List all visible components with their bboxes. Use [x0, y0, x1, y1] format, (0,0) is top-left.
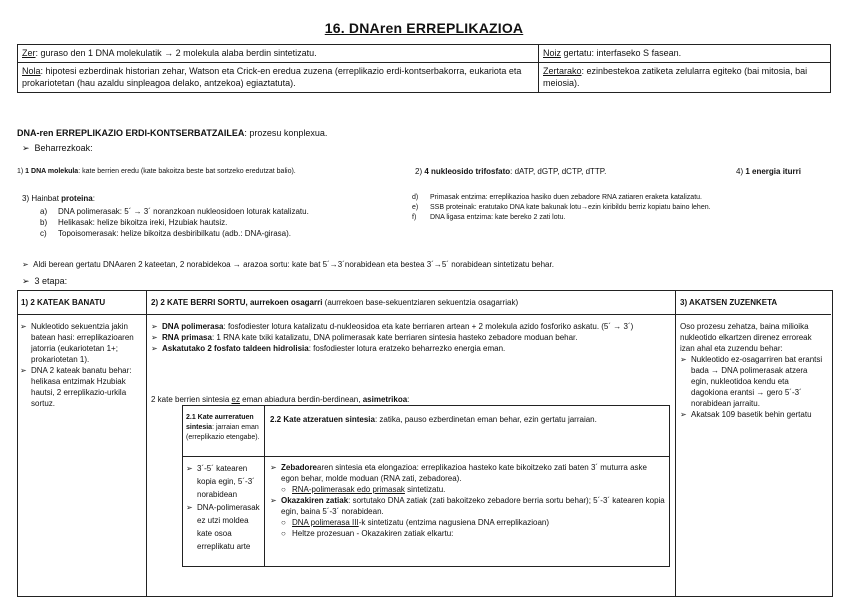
protein-text: DNA polimerasak: 5´ → 3´ noranzkoan nukleosidoen loturak katalizatu.: [58, 207, 309, 216]
req1-bold: 1 DNA molekula: [25, 168, 79, 175]
requirement-2: [415, 166, 606, 177]
sync-end: :: [407, 395, 410, 404]
sub-stage-2-2-content: [270, 462, 665, 539]
req1-num: 1): [17, 168, 26, 175]
list-item: ➢ DNA-polimerasak ez utzi moldea kate osoa erreplikatu arte: [186, 501, 262, 553]
item-rest: : 1 RNA kate txiki katalizatu, DNA polimerasak kate berriaren sintesia hasteko zebadore moduan behar.: [211, 333, 578, 342]
list-item: ➢ Akatsak 109 basetik behin gertatu: [680, 409, 827, 420]
req2-bold: 4 nukleosido trifosfato: [424, 167, 511, 176]
nola-label: Nola: [22, 65, 41, 76]
inner-row-divider: [182, 456, 669, 457]
s21-bold: 2.1 Kate aurreratuen sintesia: [186, 414, 254, 431]
stage-3-content: [680, 321, 827, 420]
list-item: [270, 462, 665, 495]
protein-item: [412, 213, 832, 223]
item-bold: DNA polimerasa: [162, 322, 224, 331]
list-item: ➢ Nukleotido ez-osagarriren bat erantsi bada → DNA polimerasak atzera egin, nukleotidoa kendu eta dagokiona erantsi → gero 5´-3´ norabidean jarraitu.: [680, 354, 827, 409]
req3-intro: 3) Hainbat: [22, 194, 62, 203]
oka-sub1-rest: -k sintetizatu (entzima nagusiena DNA erreplikazioan): [358, 518, 550, 527]
protein-letter: d): [412, 194, 419, 201]
protein-text: DNA ligasa entzima: kate bereko 2 zati lotu.: [430, 214, 566, 221]
protein-text: Topoisomerasak: helize bikoitza desbiribilkatu (adb.: DNA-girasa).: [58, 229, 291, 238]
stage-2-content: [151, 321, 671, 354]
noiz-text: gertatu: interfaseko S fasean.: [561, 48, 682, 58]
aldi-text: Aldi berean gertatu DNAaren 2 kateetan, 2 norabidekoa → arazoa sortu: kate bat 5´→3´norabidean eta bestea 3´→5´ norabidean sintetizatu behar.: [33, 260, 554, 269]
protein-letter: c): [40, 229, 47, 238]
oka-bold: Okazakiren zatiak: [281, 496, 349, 505]
sub-list-item: ○ Heltze prozesuan - Okazakiren zatiak elkartu:: [281, 528, 665, 539]
protein-item: [40, 206, 420, 217]
list-item: [151, 321, 671, 332]
protein-letter: f): [412, 214, 417, 221]
bullet-arrow-icon: ➢: [22, 276, 35, 286]
req1-rest: : kate berrien eredu (kate bakoitza beste bat sortzeko eredutzat balio).: [78, 168, 296, 175]
sub-stage-2-1-content: [186, 462, 262, 553]
item-rest: : fosfodiester lotura eratzeko beharrezko energia eman.: [308, 344, 506, 353]
req4-num: 4): [736, 167, 746, 176]
section-heading-rest: : prozesu konplexua.: [244, 128, 328, 138]
stage-2-header: [151, 297, 518, 308]
column-divider: [675, 290, 676, 596]
stage-1-content: [20, 321, 143, 409]
list-item: ➢ Nukleotido sekuentzia jakin batean hasi: erreplikazioaren jatorria (eukariotetan 1+; prokariotetan 1).: [20, 321, 143, 365]
list-item: [270, 495, 665, 539]
sub-list-item: [281, 484, 665, 495]
item-bold: RNA primasa: [162, 333, 212, 342]
zer-cell: [18, 45, 539, 63]
noiz-label: Noiz: [543, 48, 562, 58]
protein-letter: a): [40, 207, 48, 216]
s22-rest: : zatika, pauso ezberdinetan eman behar, ezin gertatu jarraian.: [374, 415, 597, 424]
zeb-sub-u: RNA-polimerasak edo primasak: [292, 485, 405, 494]
sub-stage-2-2-header: [270, 414, 665, 425]
zeb-rest: aren sintesia eta elongazioa: erreplikazioa hasteko kate bikoitzeko zati baten 3´ muturra aske egon behar, molde moduan (RNA zati, zebadorea).: [281, 463, 647, 483]
req3-colon: :: [92, 194, 95, 203]
sync-pre: 2 kate berrien sintesia: [151, 395, 232, 404]
section-heading-bold: DNA-ren ERREPLIKAZIO ERDI-KONTSERBATZAILEA: [17, 128, 245, 138]
zeb-sub-rest: sintetizatu.: [404, 485, 446, 494]
bullet-arrow-icon: ➢: [22, 143, 35, 153]
requirement-3: [22, 193, 95, 204]
stage-2-header-mid: , aurrekoen osagarri: [245, 298, 323, 307]
zeb-bold: Zebadore: [281, 463, 318, 472]
sub-stage-2-1-header: [186, 413, 262, 443]
req2-rest: : dATP, dGTP, dCTP, dTTP.: [510, 167, 607, 176]
requirement-4: [736, 166, 801, 177]
noiz-cell: [539, 45, 831, 63]
nola-cell: [18, 62, 539, 92]
stage-1-header: 1) 2 KATEAK BANATU: [21, 298, 106, 307]
zer-text: : guraso den 1 DNA molekulatik → 2 molekula alaba berdin sintetizatu.: [35, 48, 317, 58]
protein-item: [40, 228, 420, 239]
list-item: [151, 332, 671, 343]
zer-label: Zer: [22, 48, 36, 58]
s21-rest: : jarraian eman (erreplikazio etengabe).: [186, 424, 260, 441]
zertarako-cell: [539, 62, 831, 92]
etapa-line: [22, 275, 67, 287]
req4-bold: 1 energia iturri: [745, 167, 801, 176]
oka-rest: : sortutako DNA zatiak (zati bakoitzeko zebadore berria sortu behar); 5´-3´ katearen kopia egin, baina 5´-3´ norabidean.: [281, 496, 665, 516]
list-item: [151, 343, 671, 354]
bullet-arrow-icon: ➢: [22, 260, 34, 269]
sub-list-item: [281, 517, 665, 528]
stage-2-sync-line: [151, 394, 409, 405]
list-item: ➢ 3´-5´ katearen kopia egin, 5´-3´ norabidean: [186, 462, 262, 501]
stage-2-header-post: (aurrekoen base-sekuentziaren sekuentzia osagarriak): [322, 298, 519, 307]
req3-bold: proteina: [61, 194, 93, 203]
proteins-left-list: [40, 206, 420, 239]
oka-sub1-u: DNA polimerasa III: [292, 518, 359, 527]
zertarako-text: : ezinbestekoa zatiketa zelularra egiteko (bai mitosia, bai meiosia).: [543, 65, 808, 88]
sync-bold: asimetrikoa: [362, 395, 408, 404]
req2-num: 2): [415, 167, 425, 176]
nola-text: : hipotesi ezberdinak historian zehar, Watson eta Crick-en eredua zuzena (erreplikazio erdi-kontserbakorra, eukariota eta prokariotetan (hau azaldu sinpleagoa delako, antzekoa) egiaztatuta).: [22, 65, 522, 88]
protein-letter: b): [40, 218, 48, 227]
sync-u: ez: [231, 395, 240, 404]
aldi-line: [22, 259, 842, 270]
item-rest: : fosfodiester lotura katalizatu d-nukleosidoa eta kate berriaren artean + 2 molekula azido fosforiko askatu. (5´ → 3´): [223, 322, 634, 331]
protein-text: Helikasak: helize bikoitza ireki, Hzubiak hautsiz.: [58, 218, 228, 227]
protein-item: [412, 193, 832, 203]
inner-column-divider: [264, 405, 265, 566]
sync-mid: eman abiadura berdin-berdinean,: [239, 395, 363, 404]
stage-3-header: 3) AKATSEN ZUZENKETA: [680, 298, 778, 307]
stage-2-header-bold: 2) 2 KATE BERRI SORTU: [151, 298, 246, 307]
item-bold: Askatutako 2 fosfato taldeen hidrolisia: [162, 344, 309, 353]
protein-text: Primasak entzima: erreplikazioa hasiko duen zebadore RNA zatiaren eraketa katalizatu.: [430, 194, 702, 201]
stage-3-intro: Oso prozesu zehatza, baina milioika nukleotido elkartzen direnez erroreak izan ahal eta zuzendu behar:: [680, 322, 812, 353]
requirement-1: [17, 167, 296, 177]
page-title: 16. DNAren ERREPLIKAZIOA: [324, 20, 524, 36]
etapa-text: 3 etapa:: [34, 276, 68, 286]
proteins-right-list: [412, 193, 832, 223]
protein-text: SSB proteinak: eratutako DNA kate bakunak lotu→ezin kiribildu berriz kopiatu baino lehen.: [430, 204, 711, 211]
protein-item: [412, 203, 832, 213]
list-item: ➢ DNA 2 kateak banatu behar: helikasa entzimak Hzubiak hautsi, 2 erreplikazio-urkila sortuz.: [20, 365, 143, 409]
protein-item: [40, 217, 420, 228]
s22-bold: 2.2 Kate atzeratuen sintesia: [270, 415, 375, 424]
beharrezkoak-label: Beharrezkoak:: [34, 143, 93, 153]
protein-letter: e): [412, 204, 419, 211]
section-heading: [17, 127, 837, 139]
zertarako-label: Zertarako: [543, 65, 582, 76]
column-divider: [146, 290, 147, 596]
beharrezkoak-line: [22, 142, 93, 154]
summary-table: [17, 44, 831, 93]
